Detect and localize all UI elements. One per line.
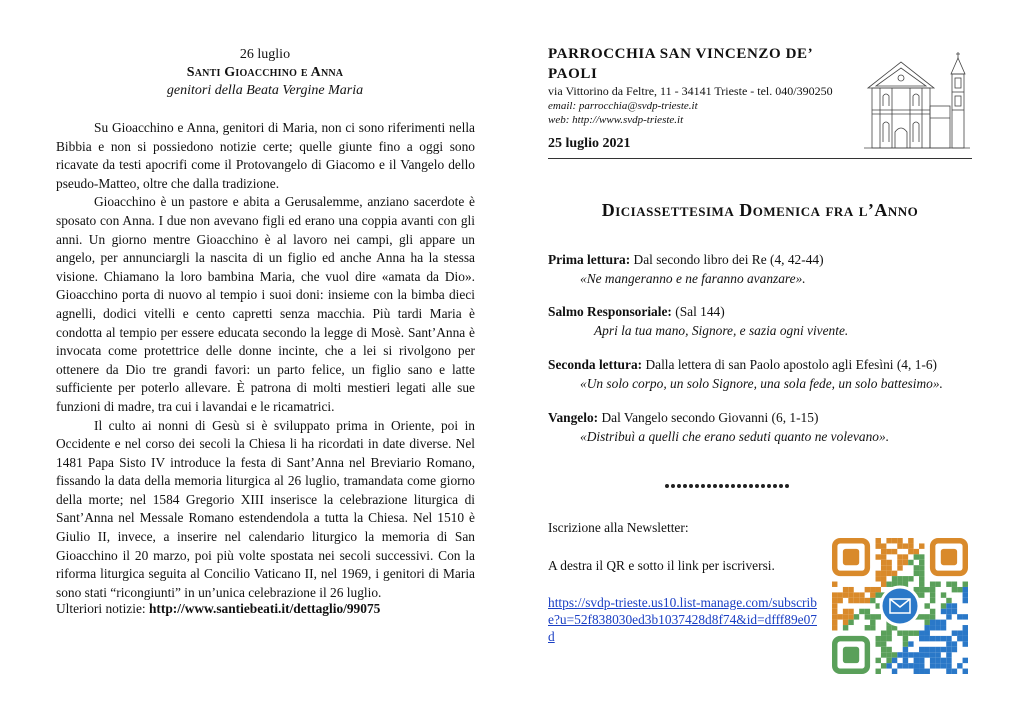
church-illustration (862, 48, 972, 153)
more-info-url[interactable]: http://www.santiebeati.it/dettaglio/99075 (148, 601, 381, 616)
parish-address: via Vittorino da Feltre, 11 - 34141 Trieste - tel. 040/390250 (548, 84, 833, 98)
qr-finder-pattern (835, 541, 868, 574)
parish-header (548, 44, 858, 127)
reading-gospel (548, 409, 988, 446)
newsletter-qr-code[interactable] (832, 538, 968, 674)
reading-psalm (548, 303, 988, 340)
reading-second (548, 356, 988, 393)
biography-paragraph: Gioacchino è un pastore e abita a Gerusalemme, anziano sacerdote è sposato con Anna. I due non avevano figli ed erano una coppia avanti con gli anni. Un giorno mentre Gioacchino è al lavoro nei campi, gli appare un angelo, per annunciargli la nascita di un figlio ed anche Anna ha la stessa visione. Chiamano la loro bambina Maria, che vuol dire «amata da Dio». Gioacchino porta di nuovo al tempio i suoi doni: insieme con la bimba dieci agnelli, dodici vitelli e cento capretti senza macchia. Più tardi Maria è condotta al tempio per essere educata secondo la legge di Mosè. Sant’Anna è invocata come protettrice delle donne incinte, che a lei si rivolgono per ottenere da Dio tre grandi favori: un parto felice, un figlio sano e latte sufficiente per poterlo allevare. È patrona di molti mestieri legati alle sue funzioni di madre, tra cui i lavandai e le ricamatrici. (56, 194, 475, 414)
saint-name: Santi Gioacchino e Anna (186, 65, 344, 80)
more-info-label: Ulteriori notizie: (56, 601, 146, 616)
qr-finder-pattern (835, 639, 868, 672)
parish-web: web: http://www.svdp-trieste.it (548, 114, 684, 126)
newsletter-instructions: A destra il QR e sotto il link per iscriversi. (548, 558, 775, 573)
reading-source: (Sal 144) (675, 304, 725, 319)
newsletter-link[interactable]: https://svdp-trieste.us10.list-manage.com/subscribe?u=52f838030ed3b1037428d8f74&id=dfff89e07d (548, 595, 817, 644)
reading-label: Vangelo: (548, 410, 599, 425)
newsletter-title: Iscrizione alla Newsletter: (548, 520, 689, 535)
bulletin-date: 25 luglio 2021 (548, 136, 631, 151)
reading-source: Dalla lettera di san Paolo apostolo agli Efesìni (4, 1-6) (645, 357, 938, 372)
biography-paragraph: Su Gioacchino e Anna, genitori di Maria, non ci sono riferimenti nella Bibbia e non si possiedono notizie certe; quelle giunte fino a oggi sono ricavate da testi apocrifi come il Protovangelo di Giacomo e il Vangelo dello pseudo-Matteo, oltre che dalla tradizione. (56, 120, 475, 191)
sunday-title: Diciassettesima Domenica fra l’Anno (601, 200, 919, 220)
saint-date: 26 luglio (239, 47, 291, 62)
biography-paragraph: Il culto ai nonni di Gesù si è sviluppato prima in Oriente, poi in Occidente e nel corso dei secoli la Chiesa li ha ricordati in date diverse. Nel 1481 Papa Sisto IV introduce la festa di Sant’Anna nel Breviario Romano, fissando la data della memoria liturgica al 26 luglio, tramandata come giorno della morte; nel 1584 Gregorio XIII inserisce la celebrazione liturgica di Sant’Anna nel Messale Romano estendendola a tutta la Chiesa. Nel 1510 è Giulio II, invece, a inserire nel calendario liturgico la memoria di San Gioacchino il 20 marzo, poi più volte spostata nei secoli successivi. Con la riforma liturgica seguita al Concilio Vaticano II, nel 1969, i genitori di Maria sono stati “ricongiunti” in un’unica celebrazione il 26 luglio. (56, 417, 475, 600)
saint-header (150, 46, 380, 100)
reading-source: Dal secondo libro dei Re (4, 42-44) (633, 252, 824, 267)
saint-subtitle: genitori della Beata Vergine Maria (166, 83, 364, 98)
reading-label: Salmo Responsoriale: (548, 304, 672, 319)
header-divider (548, 158, 972, 159)
reading-first (548, 251, 988, 288)
reading-quote: Apri la tua mano, Signore, e sazia ogni vivente. (594, 322, 849, 338)
more-info (56, 600, 380, 618)
parish-name: PARROCCHIA SAN VINCENZO DE’ PAOLI (548, 46, 813, 82)
qr-finder-pattern (933, 541, 966, 574)
reading-quote: «Distribuì a quelli che erano seduti quanto ne volevano». (580, 428, 890, 444)
reading-label: Prima lettura: (548, 252, 631, 267)
reading-quote: «Un solo corpo, un solo Signore, una sola fede, un solo battesimo». (580, 375, 943, 391)
envelope-icon (881, 587, 919, 625)
parish-email: email: parrocchia@svdp-trieste.it (548, 100, 698, 112)
reading-label: Seconda lettura: (548, 357, 643, 372)
reading-source: Dal Vangelo secondo Giovanni (6, 1-15) (601, 410, 819, 425)
reading-quote: «Ne mangeranno e ne faranno avanzare». (580, 270, 806, 286)
saint-biography (56, 119, 475, 602)
ornament-divider (664, 483, 792, 489)
right-page (512, 0, 1024, 724)
